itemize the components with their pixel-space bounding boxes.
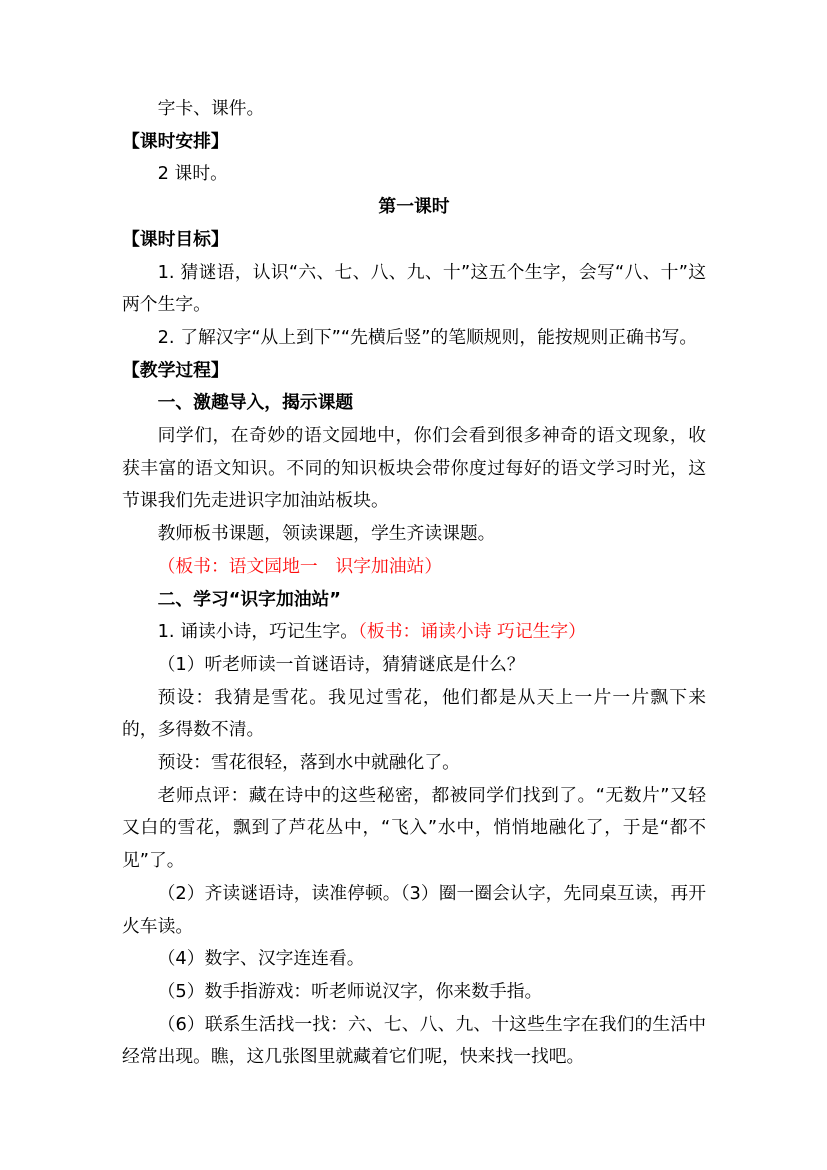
paragraph [122,387,706,420]
board-note-text-run: （板书：诵读小诗 巧记生字） [358,621,586,643]
paragraph [122,158,706,191]
text-run: 老师点评：藏在诗中的这些秘密，都被同学们找到了。“无数片”又轻又白的雪花，飘到了芦花丛中，“飞入”水中，悄悄地融化了，于是“都不见”了。 [122,784,706,872]
text-run: （1）听老师读一首谜语诗，猜猜谜底是什么？ [157,653,525,675]
paragraph [122,93,706,126]
paragraph [122,878,706,943]
text-run: 【课时安排】 [122,130,229,152]
board-note-text-run: （板书：语文园地一 识字加油站） [157,555,443,577]
paragraph [122,322,706,355]
document-body [122,93,706,1074]
paragraph [122,747,706,780]
paragraph [122,649,706,682]
text-run: 预设：雪花很轻，落到水中就融化了。 [157,752,460,774]
text-run: 字卡、课件。 [157,98,265,119]
section-heading [122,126,706,159]
text-run: （2）齐读谜语诗，读准停顿。（3）圈一圈会认字，先同桌互读，再开火车读。 [122,882,706,937]
paragraph [122,682,706,747]
text-run: 一、激趣导入，揭示课题 [157,392,354,414]
paragraph [122,257,706,322]
text-run: 同学们，在奇妙的语文园地中，你们会看到很多神奇的语文现象，收获丰富的语文知识。不同的知识板块会带你度过每好的语文学习时光，这节课我们先走进识字加油站板块。 [122,425,706,512]
paragraph [122,1009,706,1074]
paragraph [122,420,706,518]
paragraph [122,780,706,878]
paragraph [122,518,706,551]
text-run: 【教学过程】 [122,359,229,381]
text-run: （5）数手指游戏：听老师说汉字，你来数手指。 [157,980,543,1002]
paragraph [122,584,706,617]
text-run: （4）数字、汉字连连看。 [157,948,365,970]
centered-title [122,191,706,224]
text-run: 二、学习“识字加油站” [157,588,341,610]
text-run: 预设：我猜是雪花。我见过雪花，他们都是从天上一片一片飘下来的，多得数不清。 [122,686,706,741]
paragraph [122,976,706,1009]
text-run: 1. 诵读小诗，巧记生字。 [157,621,359,643]
paragraph [122,943,706,976]
text-run: 教师板书课题，领读课题，学生齐读课题。 [157,523,496,545]
section-heading [122,224,706,257]
text-run: 1. 猜谜语，认识“六、七、八、九、十”这五个生字，会写“八、十”这两个生字。 [122,261,706,316]
text-run: 2 课时。 [157,163,228,185]
text-run: 第一课时 [378,196,450,218]
paragraph [122,616,706,649]
text-run: 【课时目标】 [122,228,229,250]
section-heading [122,355,706,388]
text-run: （6）联系生活找一找：六、七、八、九、十这些生字在我们的生活中经常出现。瞧，这几张图里就藏着它们呢，快来找一找吧。 [122,1013,706,1068]
paragraph [122,551,706,584]
text-run: 2. 了解汉字“从上到下”“先横后竖”的笔顺规则，能按规则正确书写。 [157,326,698,348]
